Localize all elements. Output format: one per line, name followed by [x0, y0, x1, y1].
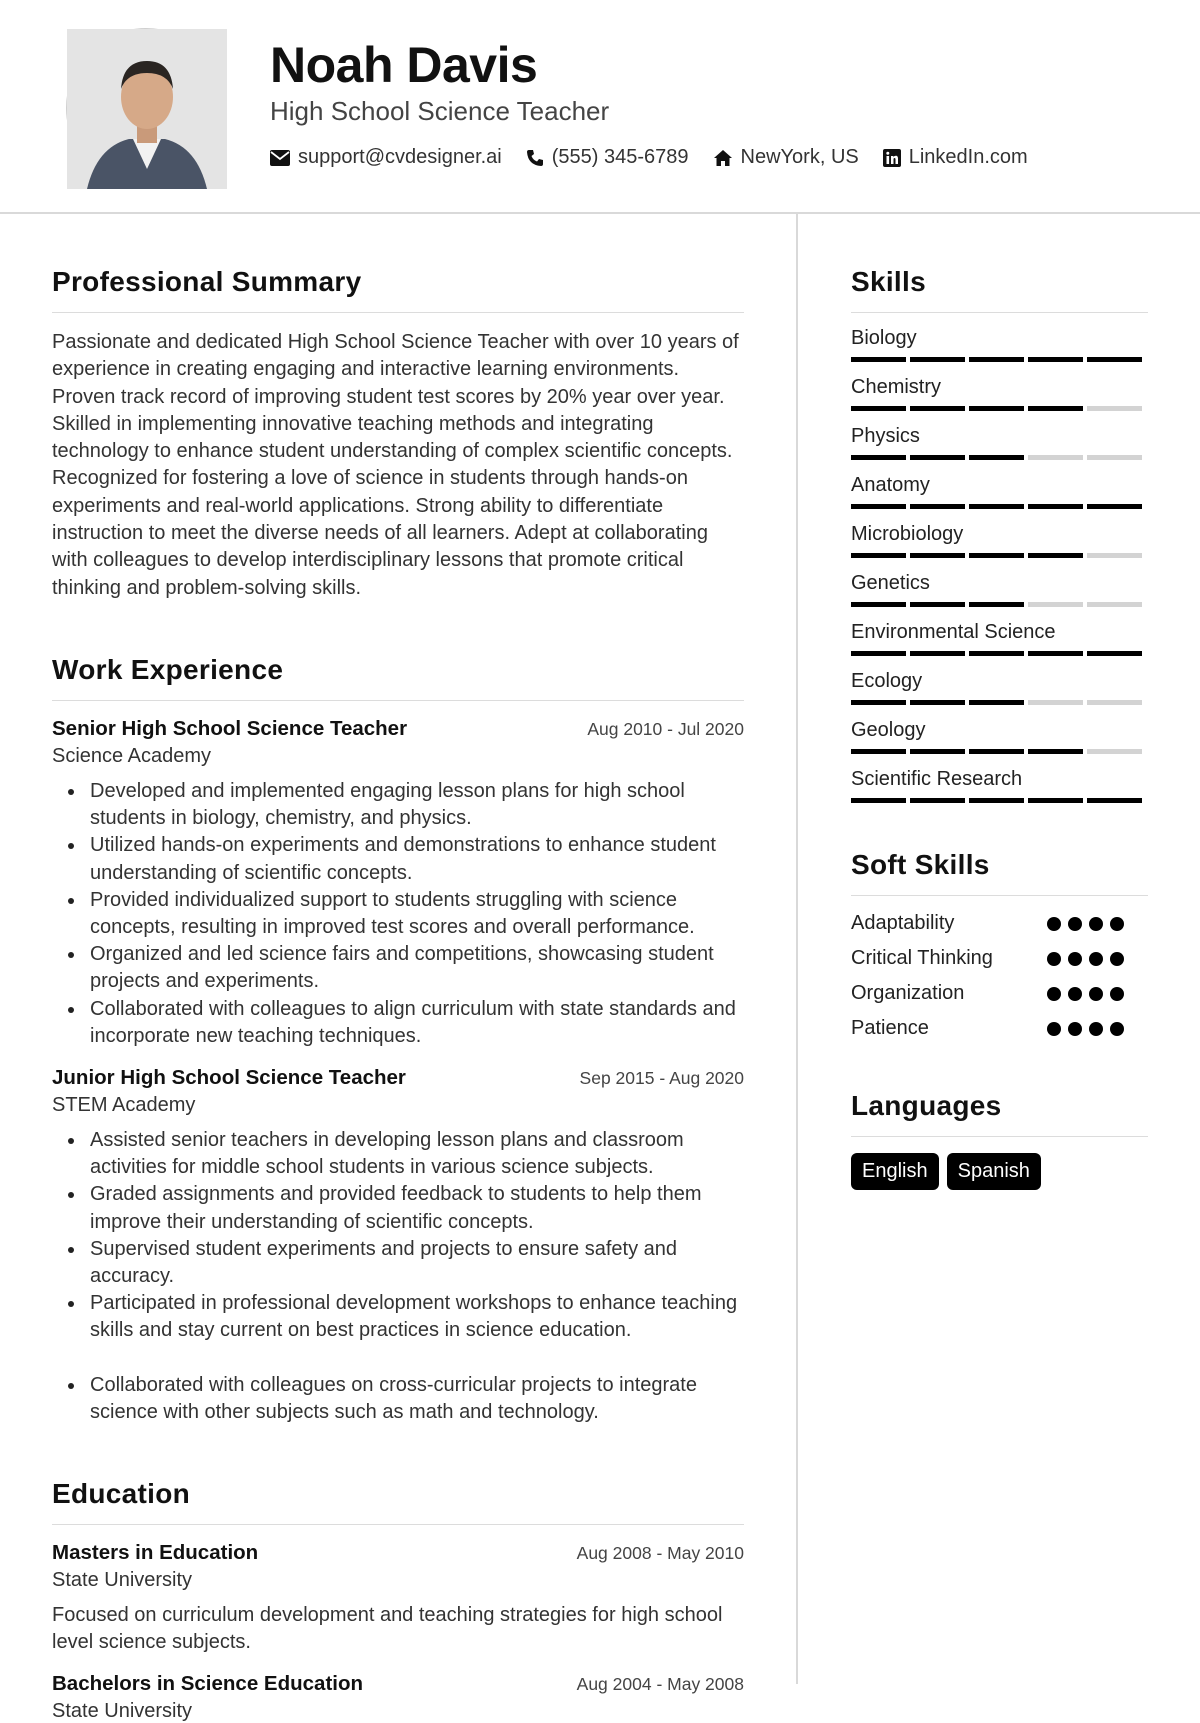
education-description: Focused on curriculum development and teaching strategies for high school level science subjects. [52, 1604, 723, 1654]
skill-level-segment [969, 700, 1024, 705]
soft-skill-rating [1047, 1022, 1131, 1036]
main-column [52, 214, 744, 1723]
skill-name: Anatomy [851, 474, 930, 496]
soft-skill-rating [1047, 952, 1131, 966]
skill-level-segment [851, 406, 906, 411]
rating-dot [1047, 952, 1061, 966]
skill-level-segment [1087, 357, 1142, 362]
summary-text: Passionate and dedicated High School Science Teacher with over 10 years of experience in creating engaging and interactive learning environments. Proven track record of improving student test scores by 20% year over year. Skilled in implementing innovative teaching methods and integrating technology to enhance student understanding of complex scientific concepts. Recognized for fostering a love of science in students through hands-on experiments and real-world applications. Strong ability to differentiate instruction to meet the diverse needs of all learners. Adept at collaborating with colleagues to develop interdisciplinary lessons that promote critical thinking and problem-solving skills. [52, 331, 739, 599]
skill-level-segment [851, 504, 906, 509]
soft-skill-name: Organization [851, 982, 965, 1004]
skill-level-segment [969, 504, 1024, 509]
skill-item [851, 768, 1148, 803]
skill-item [851, 719, 1148, 754]
column-divider [796, 214, 798, 1684]
education-title: Education [52, 1478, 744, 1525]
rating-dot [1047, 917, 1061, 931]
skill-level-segment [1087, 455, 1142, 460]
soft-skill-rating [1047, 987, 1131, 1001]
degree-title: Bachelors in Science Education [52, 1672, 364, 1696]
rating-dot [1068, 917, 1082, 931]
resume-header [0, 0, 1200, 214]
skill-level-segment [969, 455, 1024, 460]
skill-level-segment [1087, 651, 1142, 656]
language-badge: English [851, 1153, 939, 1190]
skill-level-segment [851, 553, 906, 558]
skill-level-segment [969, 357, 1024, 362]
job-bullets [90, 1127, 744, 1426]
bullet-item: Assisted senior teachers in developing lesson plans and classroom activities for middle school students in various science subjects. [90, 1127, 744, 1181]
skill-level-bar [851, 749, 1148, 754]
skill-level-segment [1087, 749, 1142, 754]
skill-level-segment [1087, 700, 1142, 705]
skill-level-bar [851, 700, 1148, 705]
skill-level-segment [969, 553, 1024, 558]
skill-level-segment [851, 602, 906, 607]
soft-skill-item [851, 1017, 1148, 1052]
rating-dot [1047, 1022, 1061, 1036]
skill-item [851, 621, 1148, 656]
skill-level-segment [1028, 406, 1083, 411]
degree-title: Masters in Education [52, 1541, 259, 1565]
contact-location-text: NewYork, US [740, 146, 859, 168]
language-badge: Spanish [947, 1153, 1041, 1190]
skill-name: Genetics [851, 572, 930, 594]
rating-dot [1110, 952, 1124, 966]
job-date: Sep 2015 - Aug 2020 [579, 1068, 744, 1088]
candidate-name: Noah Davis [270, 37, 538, 93]
skill-level-segment [1087, 798, 1142, 803]
rating-dot [1047, 987, 1061, 1001]
soft-skills-list [851, 912, 1148, 1052]
skill-level-segment [1028, 749, 1083, 754]
skill-level-segment [969, 749, 1024, 754]
skill-level-segment [910, 455, 965, 460]
languages-list [851, 1153, 1148, 1190]
skill-level-segment [1087, 406, 1142, 411]
rating-dot [1068, 952, 1082, 966]
skill-item [851, 670, 1148, 705]
soft-skill-rating [1047, 917, 1131, 931]
rating-dot [1089, 917, 1103, 931]
skills-list [851, 327, 1148, 803]
skill-level-segment [910, 357, 965, 362]
skill-level-segment [851, 749, 906, 754]
skill-level-bar [851, 798, 1148, 803]
skill-item [851, 376, 1148, 411]
skill-level-segment [1028, 455, 1083, 460]
skill-name: Geology [851, 719, 926, 741]
skill-level-segment [910, 651, 965, 656]
linkedin-icon [883, 149, 901, 167]
skill-name: Environmental Science [851, 621, 1056, 643]
skill-level-segment [910, 798, 965, 803]
rating-dot [1089, 1022, 1103, 1036]
skill-level-segment [851, 798, 906, 803]
skill-level-segment [910, 406, 965, 411]
skill-item [851, 572, 1148, 607]
skill-level-bar [851, 602, 1148, 607]
skill-level-bar [851, 651, 1148, 656]
skill-level-segment [851, 357, 906, 362]
skill-level-segment [910, 749, 965, 754]
skill-name: Biology [851, 327, 917, 349]
skill-level-segment [1028, 700, 1083, 705]
rating-dot [1110, 917, 1124, 931]
languages-title: Languages [851, 1090, 1148, 1137]
job-title: Junior High School Science Teacher [52, 1066, 406, 1089]
contact-email-text: support@cvdesigner.ai [298, 146, 502, 168]
soft-skill-item [851, 912, 1148, 947]
skill-level-segment [1028, 553, 1083, 558]
skill-level-segment [969, 406, 1024, 411]
skill-level-segment [969, 602, 1024, 607]
profile-photo [66, 28, 226, 188]
skill-level-segment [1028, 357, 1083, 362]
job-entry [52, 717, 744, 1050]
bullet-item: Participated in professional development workshops to enhance teaching skills and stay current on best practices in science education. [90, 1290, 744, 1344]
skill-item [851, 523, 1148, 558]
school-name: State University [52, 1700, 193, 1723]
skill-name: Scientific Research [851, 768, 1023, 790]
contact-phone[interactable] [526, 146, 689, 169]
bullet-item: Supervised student experiments and projects to ensure safety and accuracy. [90, 1236, 744, 1290]
education-date: Aug 2008 - May 2010 [576, 1543, 744, 1564]
skill-name: Physics [851, 425, 920, 447]
skill-level-segment [851, 700, 906, 705]
rating-dot [1110, 987, 1124, 1001]
home-icon [713, 149, 733, 167]
bullet-item: Provided individualized support to students struggling with science concepts, resulting in improved test scores and overall performance. [90, 887, 744, 941]
soft-skill-name: Adaptability [851, 912, 955, 934]
side-column [851, 214, 1148, 1190]
rating-dot [1068, 1022, 1082, 1036]
skill-level-bar [851, 357, 1148, 362]
bullet-item: Utilized hands-on experiments and demonstrations to enhance student understanding of scientific concepts. [90, 832, 744, 886]
soft-skill-item [851, 982, 1148, 1017]
contact-email[interactable] [270, 146, 502, 169]
skill-level-segment [851, 651, 906, 656]
skill-level-bar [851, 553, 1148, 558]
skill-level-bar [851, 406, 1148, 411]
job-org: STEM Academy [52, 1094, 196, 1116]
skill-level-segment [1087, 504, 1142, 509]
skill-level-bar [851, 504, 1148, 509]
skill-item [851, 425, 1148, 460]
rating-dot [1089, 987, 1103, 1001]
skill-level-segment [910, 504, 965, 509]
skill-level-segment [851, 455, 906, 460]
bullet-item: Developed and implemented engaging lesson plans for high school students in biology, chemistry, and physics. [90, 778, 744, 832]
skill-name: Chemistry [851, 376, 942, 398]
soft-skills-title: Soft Skills [851, 849, 1148, 896]
bullet-item: Graded assignments and provided feedback to students to help them improve their understanding of scientific concepts. [90, 1181, 744, 1235]
rating-dot [1089, 952, 1103, 966]
skill-level-segment [1087, 602, 1142, 607]
bullet-item: Collaborated with colleagues to align curriculum with state standards and incorporate new teaching techniques. [90, 996, 744, 1050]
skill-item [851, 474, 1148, 509]
skill-level-segment [910, 700, 965, 705]
contact-linkedin[interactable] [883, 146, 1028, 169]
skill-level-segment [1087, 553, 1142, 558]
bullet-item: Organized and led science fairs and competitions, showcasing student projects and experiments. [90, 941, 744, 995]
soft-skill-name: Critical Thinking [851, 947, 993, 969]
skills-title: Skills [851, 266, 1148, 313]
skill-level-segment [969, 798, 1024, 803]
skill-level-segment [910, 602, 965, 607]
contact-row [270, 146, 1052, 169]
education-entry [52, 1672, 744, 1723]
contact-phone-text: (555) 345-6789 [551, 146, 689, 168]
contact-location[interactable] [713, 146, 859, 169]
job-title: Senior High School Science Teacher [52, 716, 408, 740]
job-bullets [90, 778, 744, 1050]
summary-title: Professional Summary [52, 266, 744, 313]
candidate-role: High School Science Teacher [270, 96, 610, 126]
skill-level-segment [1028, 798, 1083, 803]
experience-title: Work Experience [52, 654, 744, 701]
contact-linkedin-text: LinkedIn.com [908, 146, 1028, 168]
school-name: State University [52, 1569, 193, 1592]
job-org: Science Academy [52, 744, 211, 767]
envelope-icon [270, 150, 290, 166]
rating-dot [1110, 1022, 1124, 1036]
education-date: Aug 2004 - May 2008 [576, 1674, 744, 1695]
skill-item [851, 327, 1148, 362]
skill-level-bar [851, 455, 1148, 460]
skill-name: Microbiology [851, 523, 964, 545]
skill-level-segment [1028, 602, 1083, 607]
skill-level-segment [1028, 504, 1083, 509]
skill-level-segment [910, 553, 965, 558]
education-entry [52, 1541, 744, 1656]
soft-skill-name: Patience [851, 1017, 929, 1039]
skill-level-segment [1028, 651, 1083, 656]
phone-icon [526, 149, 544, 167]
bullet-item: Collaborated with colleagues on cross-curricular projects to integrate science with other subjects such as math and technology. [90, 1372, 744, 1426]
job-entry [52, 1066, 744, 1426]
job-date: Aug 2010 - Jul 2020 [587, 718, 744, 739]
skill-level-segment [969, 651, 1024, 656]
rating-dot [1068, 987, 1082, 1001]
skill-name: Ecology [851, 670, 923, 692]
soft-skill-item [851, 947, 1148, 982]
